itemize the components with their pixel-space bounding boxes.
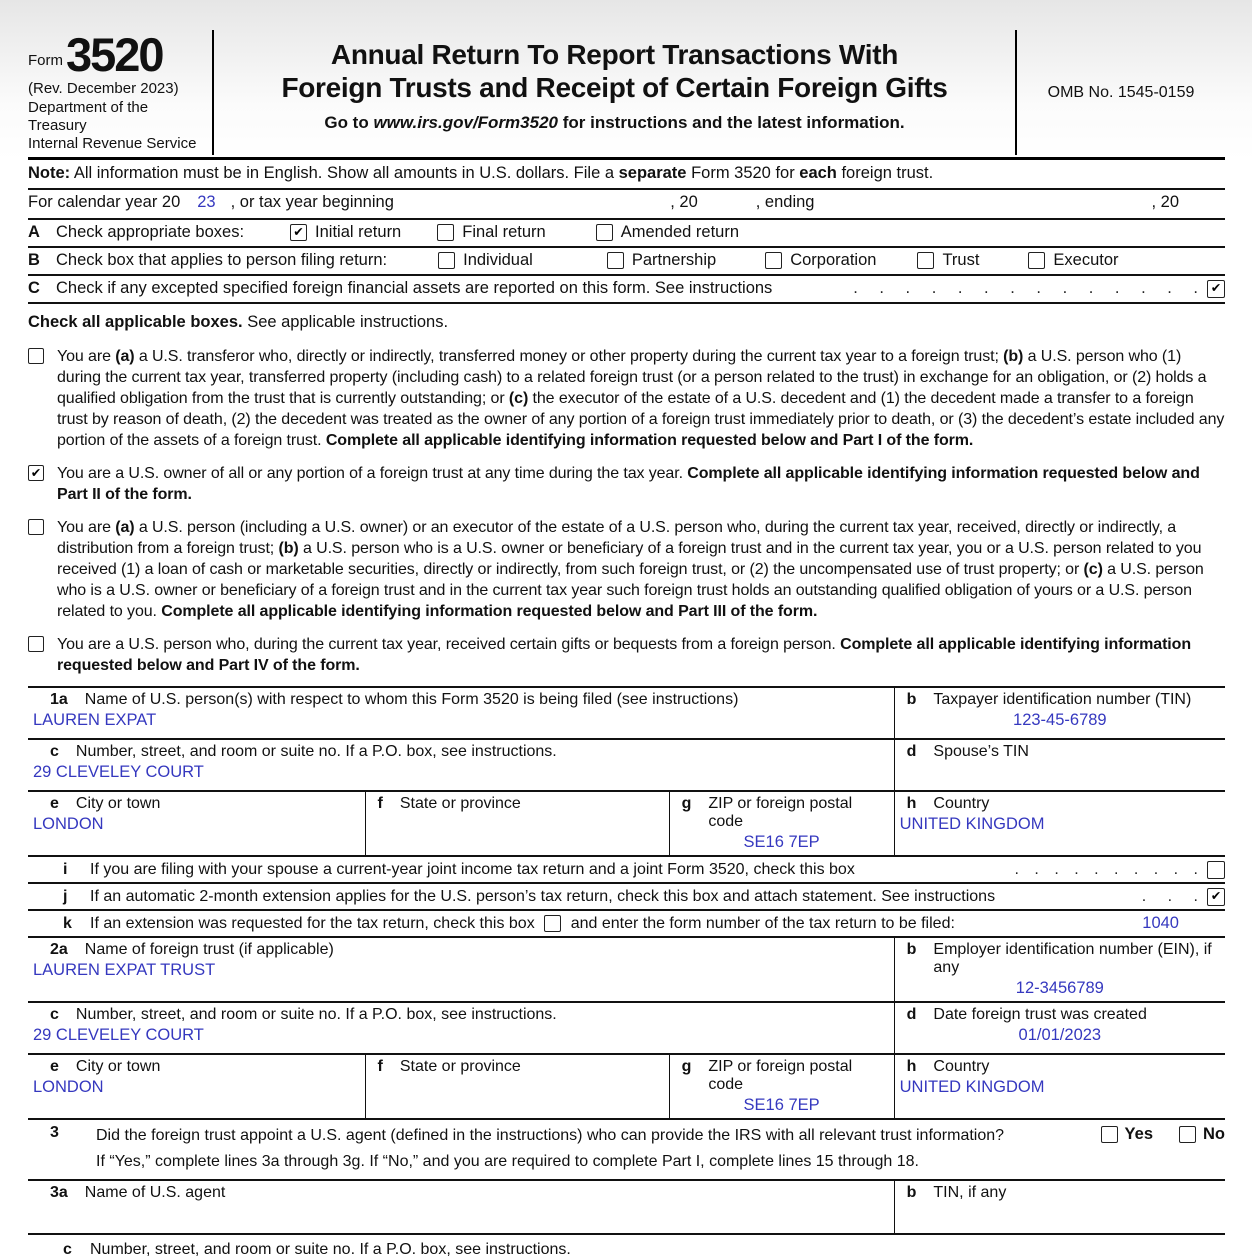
row-a — [28, 220, 1225, 248]
us-agent-tin-value[interactable] — [895, 1202, 1225, 1223]
applicable-box-part3-text: You are (a) a U.S. person (including a U.S. owner) or an executor of the estate of a U.S. person who, during the current tax year, received, directly or indirectly, a distribution from a foreign trust; (b) a U.S. person who is a U.S. owner or beneficiary of a foreign trust and in the current tax year, you or a U.S. person related to you received (1) a loan of cash or marketable securities, directly or indirectly, from such foreign trust, or (2) the uncompensated use of trust property; or (c) a U.S. person who is a U.S. owner or beneficiary of a foreign trust and in the current tax year such foreign trust holds an outstanding qualified obligation of yours or a U.S. person related to you. Complete all applicable identifying information requested below and Part III of the form. — [57, 519, 1204, 620]
row-c-letter: C — [28, 279, 40, 297]
line-1c-label: Number, street, and room or suite no. If a P.O. box, see instructions. — [75, 743, 557, 760]
trust-name-value[interactable]: LAUREN EXPAT TRUST — [33, 961, 216, 979]
label-trust: Trust — [942, 251, 980, 269]
line-2h-prefix: h — [906, 1058, 917, 1075]
trust-street-value[interactable]: 29 CLEVELEY COURT — [33, 1026, 204, 1044]
line-1f-label: State or province — [399, 795, 521, 812]
goto-instructions-line: Go to www.irs.gov/Form3520 for instructions and the latest information. — [324, 113, 905, 132]
label-corporation: Corporation — [790, 251, 877, 269]
line-3a-label: Name of U.S. agent — [84, 1184, 226, 1201]
us-person-street-value[interactable]: 29 CLEVELEY COURT — [33, 763, 204, 781]
row-b — [28, 248, 1225, 276]
row-2e-h — [28, 1055, 1225, 1120]
line-3b-prefix: b — [906, 1184, 917, 1201]
trust-zip-value[interactable]: SE16 7EP — [743, 1096, 820, 1114]
label-no: No — [1203, 1125, 1225, 1143]
checkbox-executor[interactable] — [1028, 252, 1045, 269]
line-1a-prefix: 1a — [50, 691, 68, 708]
line-3c-label: Number, street, and room or suite no. If a P.O. box, see instructions. — [90, 1241, 571, 1258]
checkbox-joint-return[interactable] — [1207, 861, 1225, 879]
row-3a — [28, 1181, 1225, 1235]
row-c-label: Check if any excepted specified foreign financial assets are reported on this form. See instructions — [56, 279, 773, 297]
tax-year-beginning-label: , or tax year beginning — [230, 193, 394, 211]
line-1a-label: Name of U.S. person(s) with respect to whom this Form 3520 is being filed (see instructions) — [84, 691, 739, 708]
row-b-letter: B — [28, 251, 40, 269]
line-3b-label: TIN, if any — [933, 1184, 1007, 1201]
checkbox-part2[interactable]: ✔ — [28, 465, 44, 481]
note-line: Note: All information must be in English. Show all amounts in U.S. dollars. File a separate Form 3520 for each foreign trust. — [28, 160, 1225, 190]
row-b-label: Check box that applies to person filing return: — [56, 251, 388, 269]
us-person-name-value[interactable]: LAUREN EXPAT — [33, 711, 157, 729]
trust-country-value[interactable]: UNITED KINGDOM — [899, 1078, 1045, 1096]
checkbox-part4[interactable] — [28, 636, 44, 652]
line-2b-label: Employer identification number (EIN), if any — [933, 941, 1212, 976]
comma-20-b: , 20 — [1151, 193, 1179, 211]
applicable-box-part1-text: You are (a) a U.S. transferor who, directly or indirectly, transferred money or other property during the current tax year to a foreign trust; (b) a U.S. person who (1) during the current tax year, transferred property (including cash) to a related foreign trust (or a person related to the trust) in exchange for an obligation, or (2) holds a qualified obligation from the trust that is currently outstanding; or (c) the executor of the estate of a U.S. decedent and (1) the decedent made a transfer to a foreign trust by reason of death, (2) the decedent was treated as the owner of any portion of a foreign trust immediately prior to death, or (3) the decedent’s estate included any portion of the assets of a foreign trust. Complete all applicable identifying information requested below and Part I of the form. — [57, 348, 1225, 449]
line-2a-prefix: 2a — [50, 941, 68, 958]
line-3-number: 3 — [50, 1124, 59, 1141]
checkbox-trust[interactable] — [917, 252, 934, 269]
checkbox-corporation[interactable] — [765, 252, 782, 269]
trust-state-value[interactable] — [366, 1076, 669, 1097]
us-person-zip-value[interactable]: SE16 7EP — [743, 833, 820, 851]
form-number: 3520 — [66, 28, 163, 81]
line-3-question: Did the foreign trust appoint a U.S. agent (defined in the instructions) who can provide the IRS with all relevant trust information? — [96, 1127, 1005, 1144]
calendar-year-value[interactable]: 23 — [197, 193, 216, 211]
checkbox-agent-yes[interactable] — [1101, 1126, 1118, 1143]
line-1g-label: ZIP or foreign postal code — [708, 795, 853, 830]
us-person-tin-value[interactable]: 123-45-6789 — [1013, 711, 1107, 729]
applicable-box-part1 — [28, 346, 1225, 451]
line-2h-label: Country — [933, 1058, 990, 1075]
line-1e-label: City or town — [75, 795, 161, 812]
us-person-state-value[interactable] — [366, 813, 669, 834]
line-1h-prefix: h — [906, 795, 917, 812]
dot-leader: . . . . . . . . . . . . . . — [853, 279, 1198, 297]
row-3 — [28, 1120, 1225, 1181]
line-1i-label: If you are filing with your spouse a current-year joint income tax return and a joint Form 3520, check this box — [90, 860, 855, 878]
form-header — [28, 30, 1225, 160]
line-2a-label: Name of foreign trust (if applicable) — [84, 941, 334, 958]
checkbox-amended-return[interactable] — [596, 224, 613, 241]
line-3-instruction: If “Yes,” complete lines 3a through 3g. If “No,” and you are required to complete Part I, complete lines 15 through 18. — [96, 1153, 919, 1170]
form-revision: (Rev. December 2023) — [28, 80, 179, 97]
trust-created-date-value[interactable]: 01/01/2023 — [1018, 1026, 1102, 1044]
applicable-box-part4-text: You are a U.S. person who, during the current tax year, received certain gifts or bequests from a foreign person. Complete all applicable identifying information requested below and Part IV of the form. — [57, 636, 1192, 674]
checkbox-initial-return[interactable]: ✔ — [290, 224, 307, 241]
form-title-line1: Annual Return To Report Transactions With — [330, 39, 899, 70]
applicable-box-part3 — [28, 517, 1225, 622]
checkbox-agent-no[interactable] — [1179, 1126, 1196, 1143]
line-1f-prefix: f — [377, 795, 383, 812]
us-person-city-value[interactable]: LONDON — [33, 815, 104, 833]
form-id-block — [28, 30, 214, 155]
row-1e-h — [28, 792, 1225, 857]
label-partnership: Partnership — [631, 251, 717, 269]
agency-line: Internal Revenue Service — [28, 135, 197, 152]
row-1k — [28, 911, 1225, 938]
tax-return-form-number-value[interactable]: 1040 — [1142, 914, 1179, 932]
line-2c-prefix: c — [50, 1006, 59, 1023]
foreign-trust-table — [28, 938, 1225, 1259]
checkbox-partnership[interactable] — [607, 252, 624, 269]
comma-20-a: , 20 — [670, 193, 698, 211]
checkbox-extension-requested[interactable] — [544, 915, 561, 932]
calendar-prefix: For calendar year 20 — [28, 193, 181, 211]
row-1c — [28, 740, 1225, 792]
line-1j-prefix: j — [63, 887, 68, 905]
us-person-table — [28, 686, 1225, 938]
ending-label: , ending — [755, 193, 815, 211]
spouse-tin-value[interactable] — [895, 761, 1225, 782]
omb-number: OMB No. 1545-0159 — [1047, 83, 1195, 101]
form-word: Form — [28, 52, 63, 69]
yes-no-group — [1101, 1125, 1225, 1144]
line-2c-label: Number, street, and room or suite no. If a P.O. box, see instructions. — [75, 1006, 557, 1023]
checkbox-individual[interactable] — [438, 252, 455, 269]
row-3c — [28, 1235, 1225, 1259]
line-2g-label: ZIP or foreign postal code — [708, 1058, 853, 1093]
line-2e-prefix: e — [50, 1058, 59, 1075]
applicable-box-part2 — [28, 463, 1225, 505]
checkbox-extension-2month[interactable]: ✔ — [1207, 888, 1225, 906]
line-1j-label: If an automatic 2-month extension applies for the U.S. person’s tax return, check this box and attach statement. See instructions — [90, 887, 996, 905]
applicable-box-part4 — [28, 634, 1225, 676]
label-individual: Individual — [463, 251, 533, 269]
row-2c — [28, 1003, 1225, 1055]
us-person-country-value[interactable]: UNITED KINGDOM — [899, 815, 1045, 833]
line-1b-label: Taxpayer identification number (TIN) — [933, 691, 1192, 708]
checkbox-part1[interactable] — [28, 348, 44, 364]
trust-city-value[interactable]: LONDON — [33, 1078, 104, 1096]
label-initial-return: Initial return — [315, 223, 402, 241]
line-1g-prefix: g — [681, 795, 692, 812]
label-executor: Executor — [1053, 251, 1119, 269]
trust-ein-value[interactable]: 12-3456789 — [1015, 979, 1104, 997]
line-1i-prefix: i — [63, 860, 68, 878]
applicable-box-part2-text: You are a U.S. owner of all or any portion of a foreign trust at any time during the tax year. Complete all applicable identifying information requested below and Part II of the form. — [57, 465, 1200, 503]
line-1k-label-after: and enter the form number of the tax return to be filed: — [570, 914, 955, 932]
checkbox-final-return[interactable] — [437, 224, 454, 241]
row-1j — [28, 884, 1225, 911]
dot-leader: . . . . . . . . . . — [1014, 860, 1198, 878]
row-1i — [28, 857, 1225, 884]
line-1h-label: Country — [933, 795, 990, 812]
row-2a — [28, 938, 1225, 1003]
line-3a-prefix: 3a — [50, 1184, 68, 1201]
label-amended-return: Amended return — [620, 223, 740, 241]
form-title-block — [214, 30, 1015, 155]
applicable-boxes-heading: Check all applicable boxes. See applicable instructions. — [28, 313, 449, 331]
row-1a — [28, 688, 1225, 740]
dot-leader: . . . — [1141, 887, 1198, 905]
line-2f-label: State or province — [399, 1058, 521, 1075]
row-a-label: Check appropriate boxes: — [56, 223, 245, 241]
line-1d-prefix: d — [906, 743, 917, 760]
line-2f-prefix: f — [377, 1058, 383, 1075]
department-line: Department of the Treasury — [28, 99, 149, 134]
line-1c-prefix: c — [50, 743, 59, 760]
label-yes: Yes — [1124, 1125, 1153, 1143]
line-2g-prefix: g — [681, 1058, 692, 1075]
calendar-year-line — [28, 190, 1225, 220]
line-2d-prefix: d — [906, 1006, 917, 1023]
row-c — [28, 276, 1225, 304]
label-final-return: Final return — [462, 223, 546, 241]
line-1k-prefix: k — [63, 914, 72, 932]
checkbox-excepted-assets[interactable]: ✔ — [1207, 280, 1225, 298]
line-2e-label: City or town — [75, 1058, 161, 1075]
line-2b-prefix: b — [906, 941, 917, 958]
line-3c-prefix: c — [63, 1241, 72, 1258]
line-1k-label-before: If an extension was requested for the tax return, check this box — [90, 914, 535, 932]
line-2d-label: Date foreign trust was created — [933, 1006, 1147, 1023]
us-agent-name-value[interactable] — [28, 1202, 894, 1223]
line-1e-prefix: e — [50, 795, 59, 812]
form-title-line2: Foreign Trusts and Receipt of Certain Foreign Gifts — [281, 72, 948, 103]
checkbox-part3[interactable] — [28, 519, 44, 535]
line-1b-prefix: b — [906, 691, 917, 708]
line-1d-label: Spouse’s TIN — [933, 743, 1029, 760]
row-a-letter: A — [28, 223, 40, 241]
